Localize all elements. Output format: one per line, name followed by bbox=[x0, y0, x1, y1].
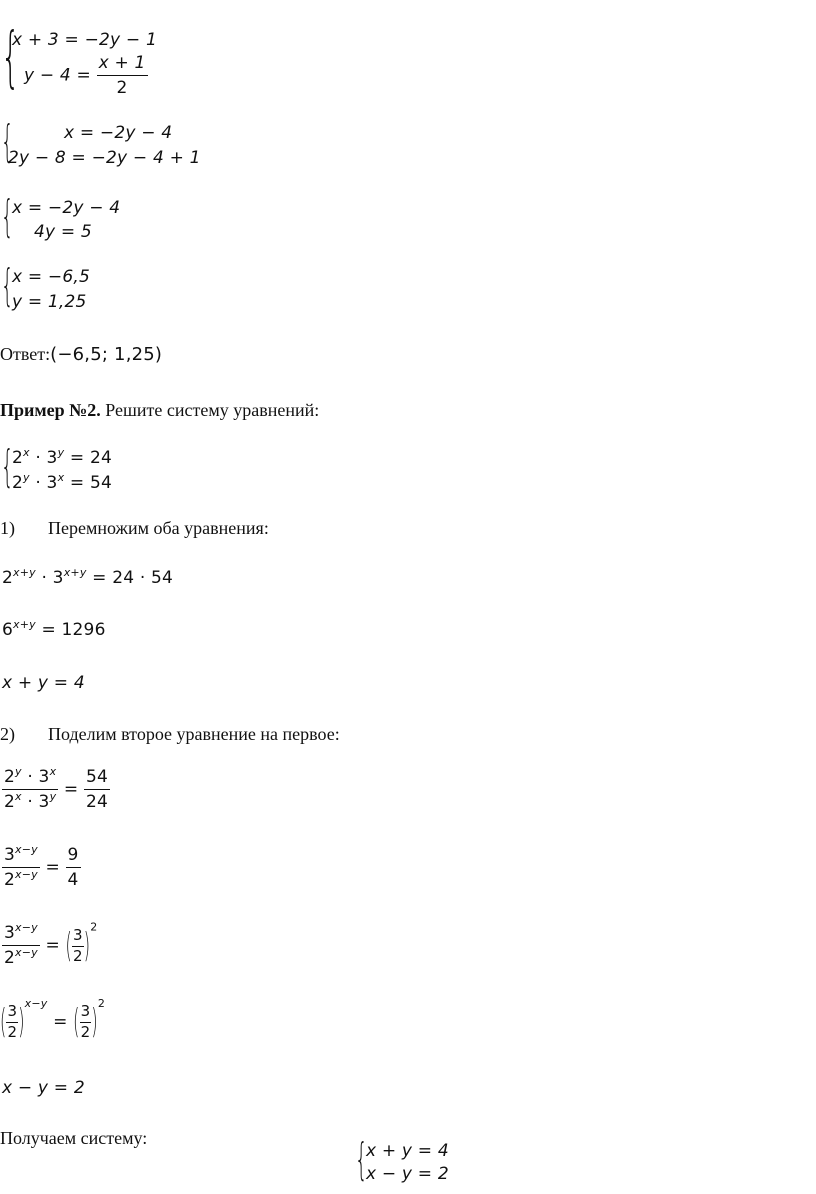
step1-line1: $2^{x+y} \cdot 3^{x+y} = 24 \cdot 54$ bbox=[2, 566, 174, 588]
system4-brace: { bbox=[1, 260, 14, 311]
example2-eq2: $2^y \cdot 3^x = 54$ bbox=[12, 471, 112, 493]
system4-eq2: y = 1,25 bbox=[12, 292, 87, 312]
step1-number: 1) bbox=[0, 518, 15, 538]
step1-text: Перемножим оба уравнения: bbox=[48, 518, 269, 538]
example2-heading: Пример №2. Решите систему уравнений: bbox=[0, 400, 320, 420]
system2-brace: { bbox=[1, 116, 14, 167]
step2-fraction3: $\frac{3^{x-y}}{2^{x-y}}$ = ( $\frac{3}{2}$ )$^2$ bbox=[4, 920, 98, 969]
final-eq2: x − y = 2 bbox=[366, 1164, 449, 1184]
step2-fraction4: ( $\frac{3}{2}$ )$^{x-y}$ = ( $\frac{3}{2}$ )$^2$ bbox=[0, 996, 106, 1042]
system1-eq1: x + 3 = −2y − 1 bbox=[12, 30, 157, 50]
system2-eq1: x = −2y − 4 bbox=[64, 123, 173, 143]
step2-number: 2) bbox=[0, 724, 15, 744]
final-eq1: x + y = 4 bbox=[366, 1141, 449, 1161]
system3-eq1: x = −2y − 4 bbox=[12, 198, 121, 218]
system3-eq2: 4y = 5 bbox=[34, 222, 92, 242]
final-text: Получаем систему: bbox=[0, 1128, 148, 1148]
example2-brace: { bbox=[1, 441, 14, 492]
system2-eq2: 2y − 8 = −2y − 4 + 1 bbox=[8, 148, 201, 168]
final-brace: { bbox=[355, 1134, 368, 1185]
system3-brace: { bbox=[1, 191, 14, 242]
answer-line bbox=[0, 344, 162, 365]
step2-text: Поделим второе уравнение на первое: bbox=[48, 724, 340, 744]
step1-line3: x + y = 4 bbox=[2, 673, 85, 693]
step2-line: x − y = 2 bbox=[2, 1078, 85, 1098]
answer-label: Ответ: bbox=[0, 344, 51, 364]
system4-eq1: x = −6,5 bbox=[12, 267, 90, 287]
answer-value: (−6,5; 1,25) bbox=[50, 344, 163, 365]
example2-eq1: $2^x \cdot 3^y = 24$ bbox=[12, 446, 112, 468]
step2-fraction1: $\frac{2^y \cdot 3^x}{2^x \cdot 3^y}$ = $\frac{54}{24}$ bbox=[4, 765, 109, 813]
step2-fraction2: $\frac{3^{x-y}}{2^{x-y}}$ = $\frac{9}{4}$ bbox=[4, 843, 79, 891]
system1-eq2: y − 4 = $\frac{x + 1}{2}$ bbox=[24, 53, 146, 99]
system1-brace: { bbox=[1, 18, 20, 95]
step1-line2: $6^{x+y} = 1296$ bbox=[2, 618, 106, 640]
